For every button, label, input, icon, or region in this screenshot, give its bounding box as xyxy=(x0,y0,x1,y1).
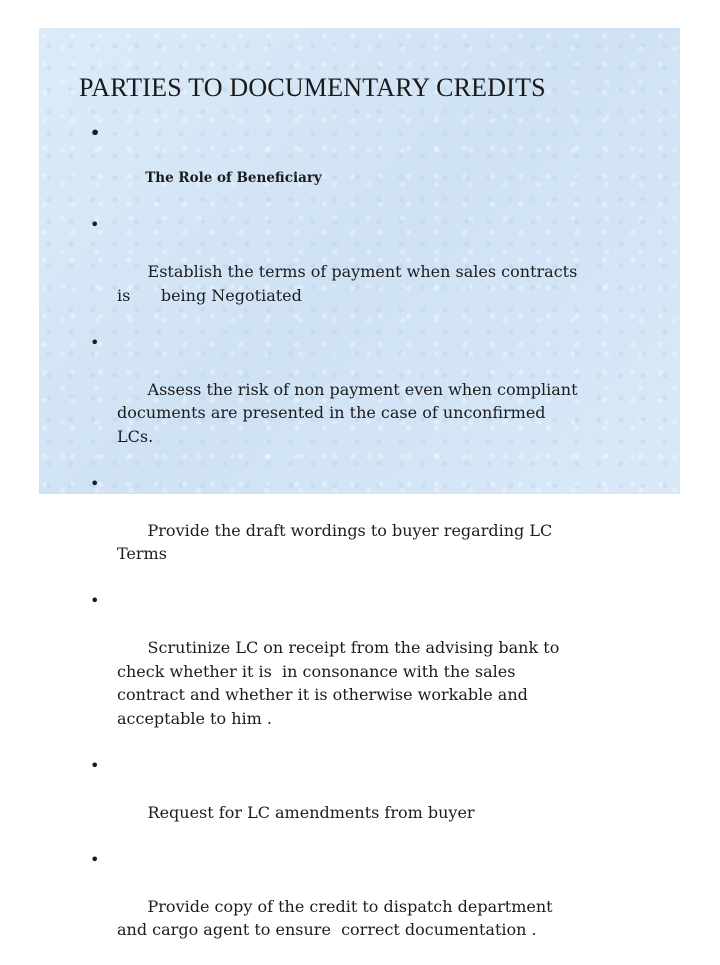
bullet-item xyxy=(87,848,647,965)
bullet-text: Establish the terms of payment when sales contracts is being Negotiated xyxy=(117,262,577,305)
bullet-text: Scrutinize LC on receipt from the advising bank to check whether it is in consonance with the sales contract and whether it is otherwise workable and acceptable to him . xyxy=(117,638,559,728)
bullet-icon: • xyxy=(90,121,100,144)
bullet-list xyxy=(87,121,647,965)
bullet-icon: • xyxy=(90,331,99,355)
bullet-icon: • xyxy=(90,589,99,613)
bullet-text: The Role of Beneficiary xyxy=(145,170,322,186)
bullet-icon: • xyxy=(90,848,99,872)
slide-title: PARTIES TO DOCUMENTARY CREDITS xyxy=(79,73,546,103)
bullet-text: Assess the risk of non payment even when compliant documents are presented in the case of unconfirmed LCs. xyxy=(117,380,578,446)
bullet-icon: • xyxy=(90,754,99,778)
bullet-icon: • xyxy=(90,213,99,237)
bullet-item xyxy=(87,472,647,590)
bullet-item xyxy=(87,213,647,331)
slide xyxy=(39,28,680,494)
bullet-text: Request for LC amendments from buyer xyxy=(148,803,475,822)
bullet-text: Provide the draft wordings to buyer regarding LC Terms xyxy=(117,521,552,564)
bullet-item-heading xyxy=(87,121,647,213)
bullet-text: Provide copy of the credit to dispatch department and cargo agent to ensure correct documentation . xyxy=(117,897,553,940)
bullet-item xyxy=(87,754,647,848)
bullet-item xyxy=(87,331,647,472)
bullet-icon: • xyxy=(90,472,99,496)
bullet-item xyxy=(87,589,647,754)
